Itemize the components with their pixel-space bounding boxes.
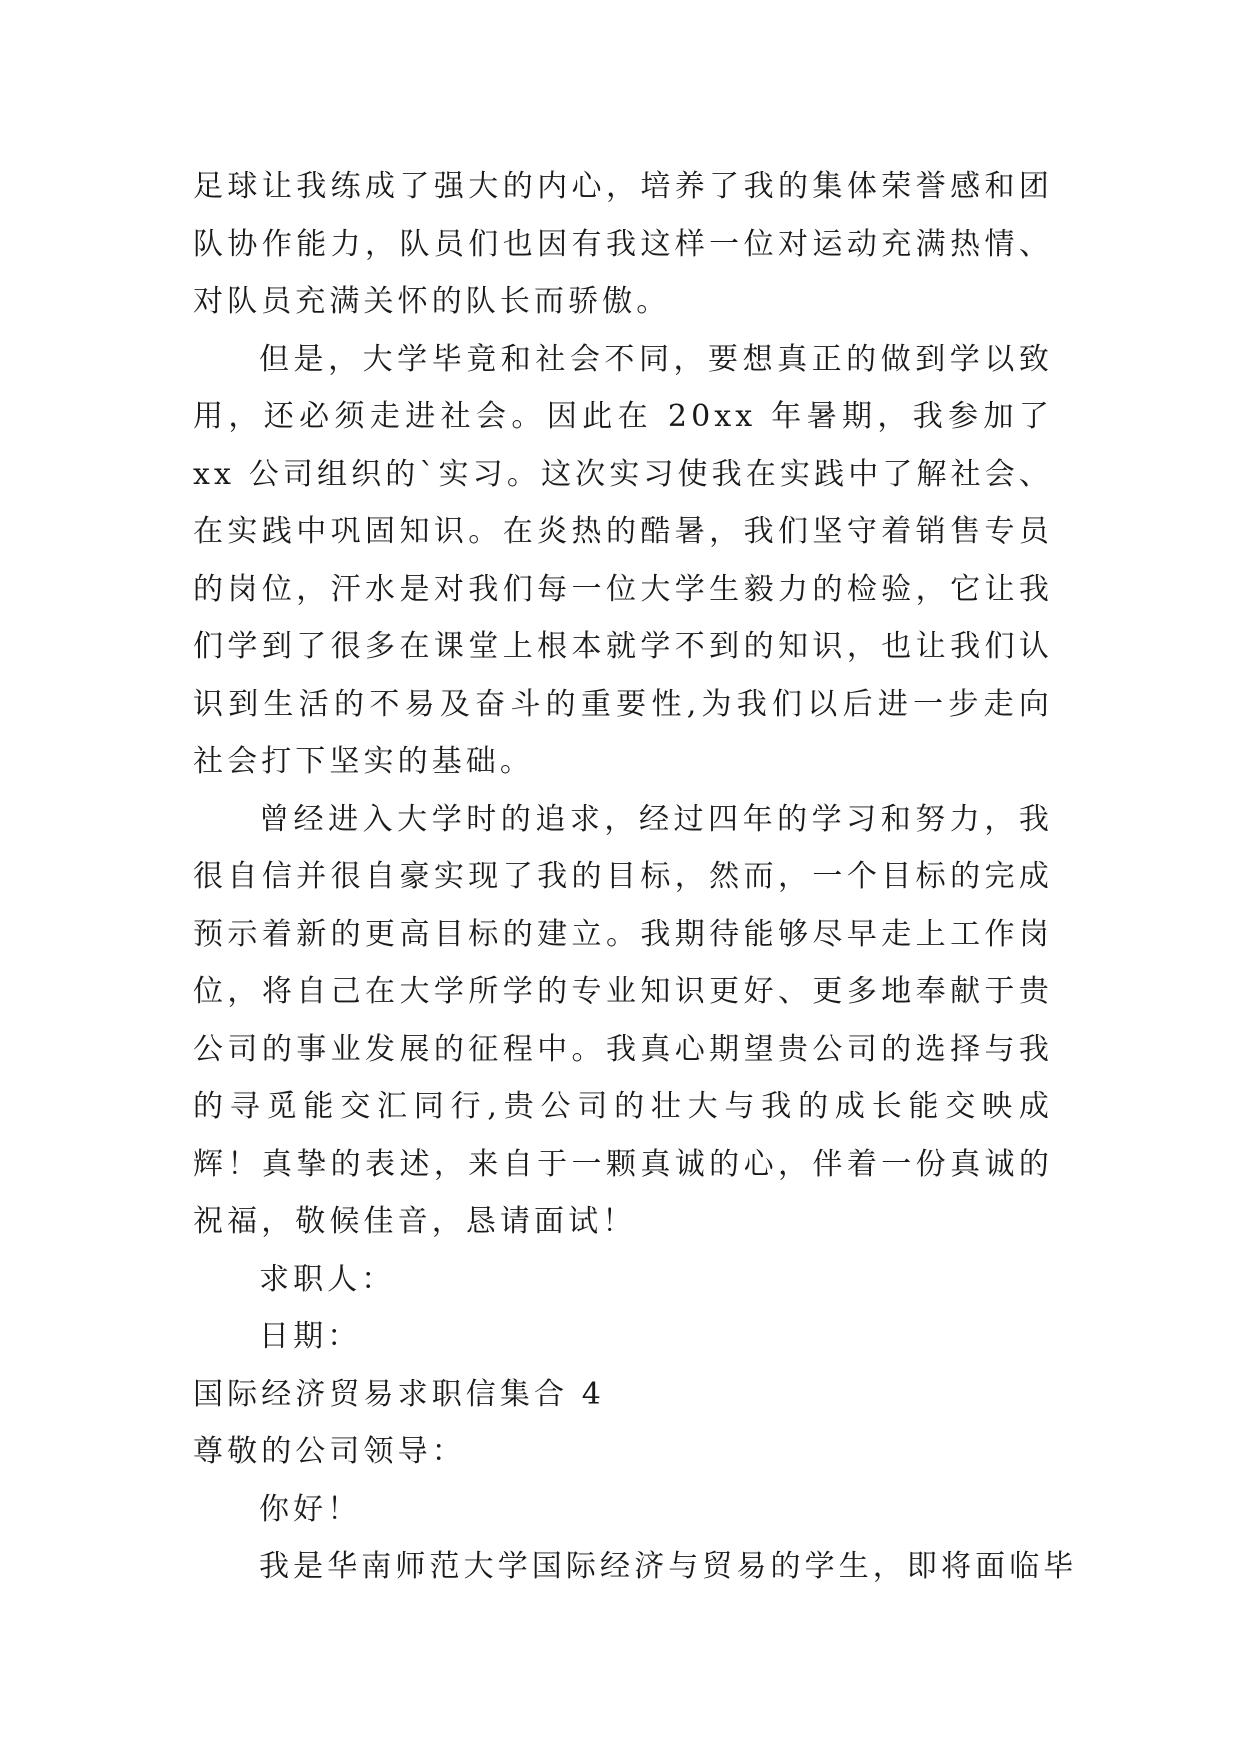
paragraph-football: 足球让我练成了强大的内心，培养了我的集体荣誉感和团队协作能力，队员们也因有我这样一位对运动充满热情、对队员充满关怀的队长而骄傲。 [193,169,1053,319]
applicant-label: 求职人： [259,1261,396,1297]
date-label: 日期： [259,1319,362,1354]
paragraph-intro-partial: 我是华南师范大学国际经济与贸易的学生，即将面临毕 [259,1549,1078,1584]
salutation: 尊敬的公司领导： [193,1434,466,1469]
document-body [193,158,1078,1596]
paragraph-goals: 曾经进入大学时的追求，经过四年的学习和努力，我很自信并很自豪实现了我的目标，然而，一个目标的完成预示着新的更高目标的建立。我期待能够尽早走上工作岗位，将自己在大学所学的专业知识更好、更多地奉献于贵公司的事业发展的征程中。我真心期望贵公司的选择与我的寻觅能交汇同行,贵公司的壮大与我的成长能交映成辉！真挚的表述，来自于一颗真诚的心，伴着一份真诚的祝福，敬候佳音，恳请面试！ [193,801,1053,1239]
paragraph-internship: 但是，大学毕竟和社会不同，要想真正的做到学以致用，还必须走进社会。因此在 20xx 年暑期，我参加了 xx 公司组织的`实习。这次实习使我在实践中了解社会、在实践中巩固知识。在炎热的酷暑，我们坚守着销售专员的岗位，汗水是对我们每一位大学生毅力的检验，它让我们学到了很多在课堂上根本就学不到的知识，也让我们认识到生活的不易及奋斗的重要性,为我们以后进一步走向社会打下坚实的基础。 [193,341,1053,779]
section-title: 国际经济贸易求职信集合 4 [193,1376,605,1412]
greeting: 你好！ [259,1491,362,1527]
